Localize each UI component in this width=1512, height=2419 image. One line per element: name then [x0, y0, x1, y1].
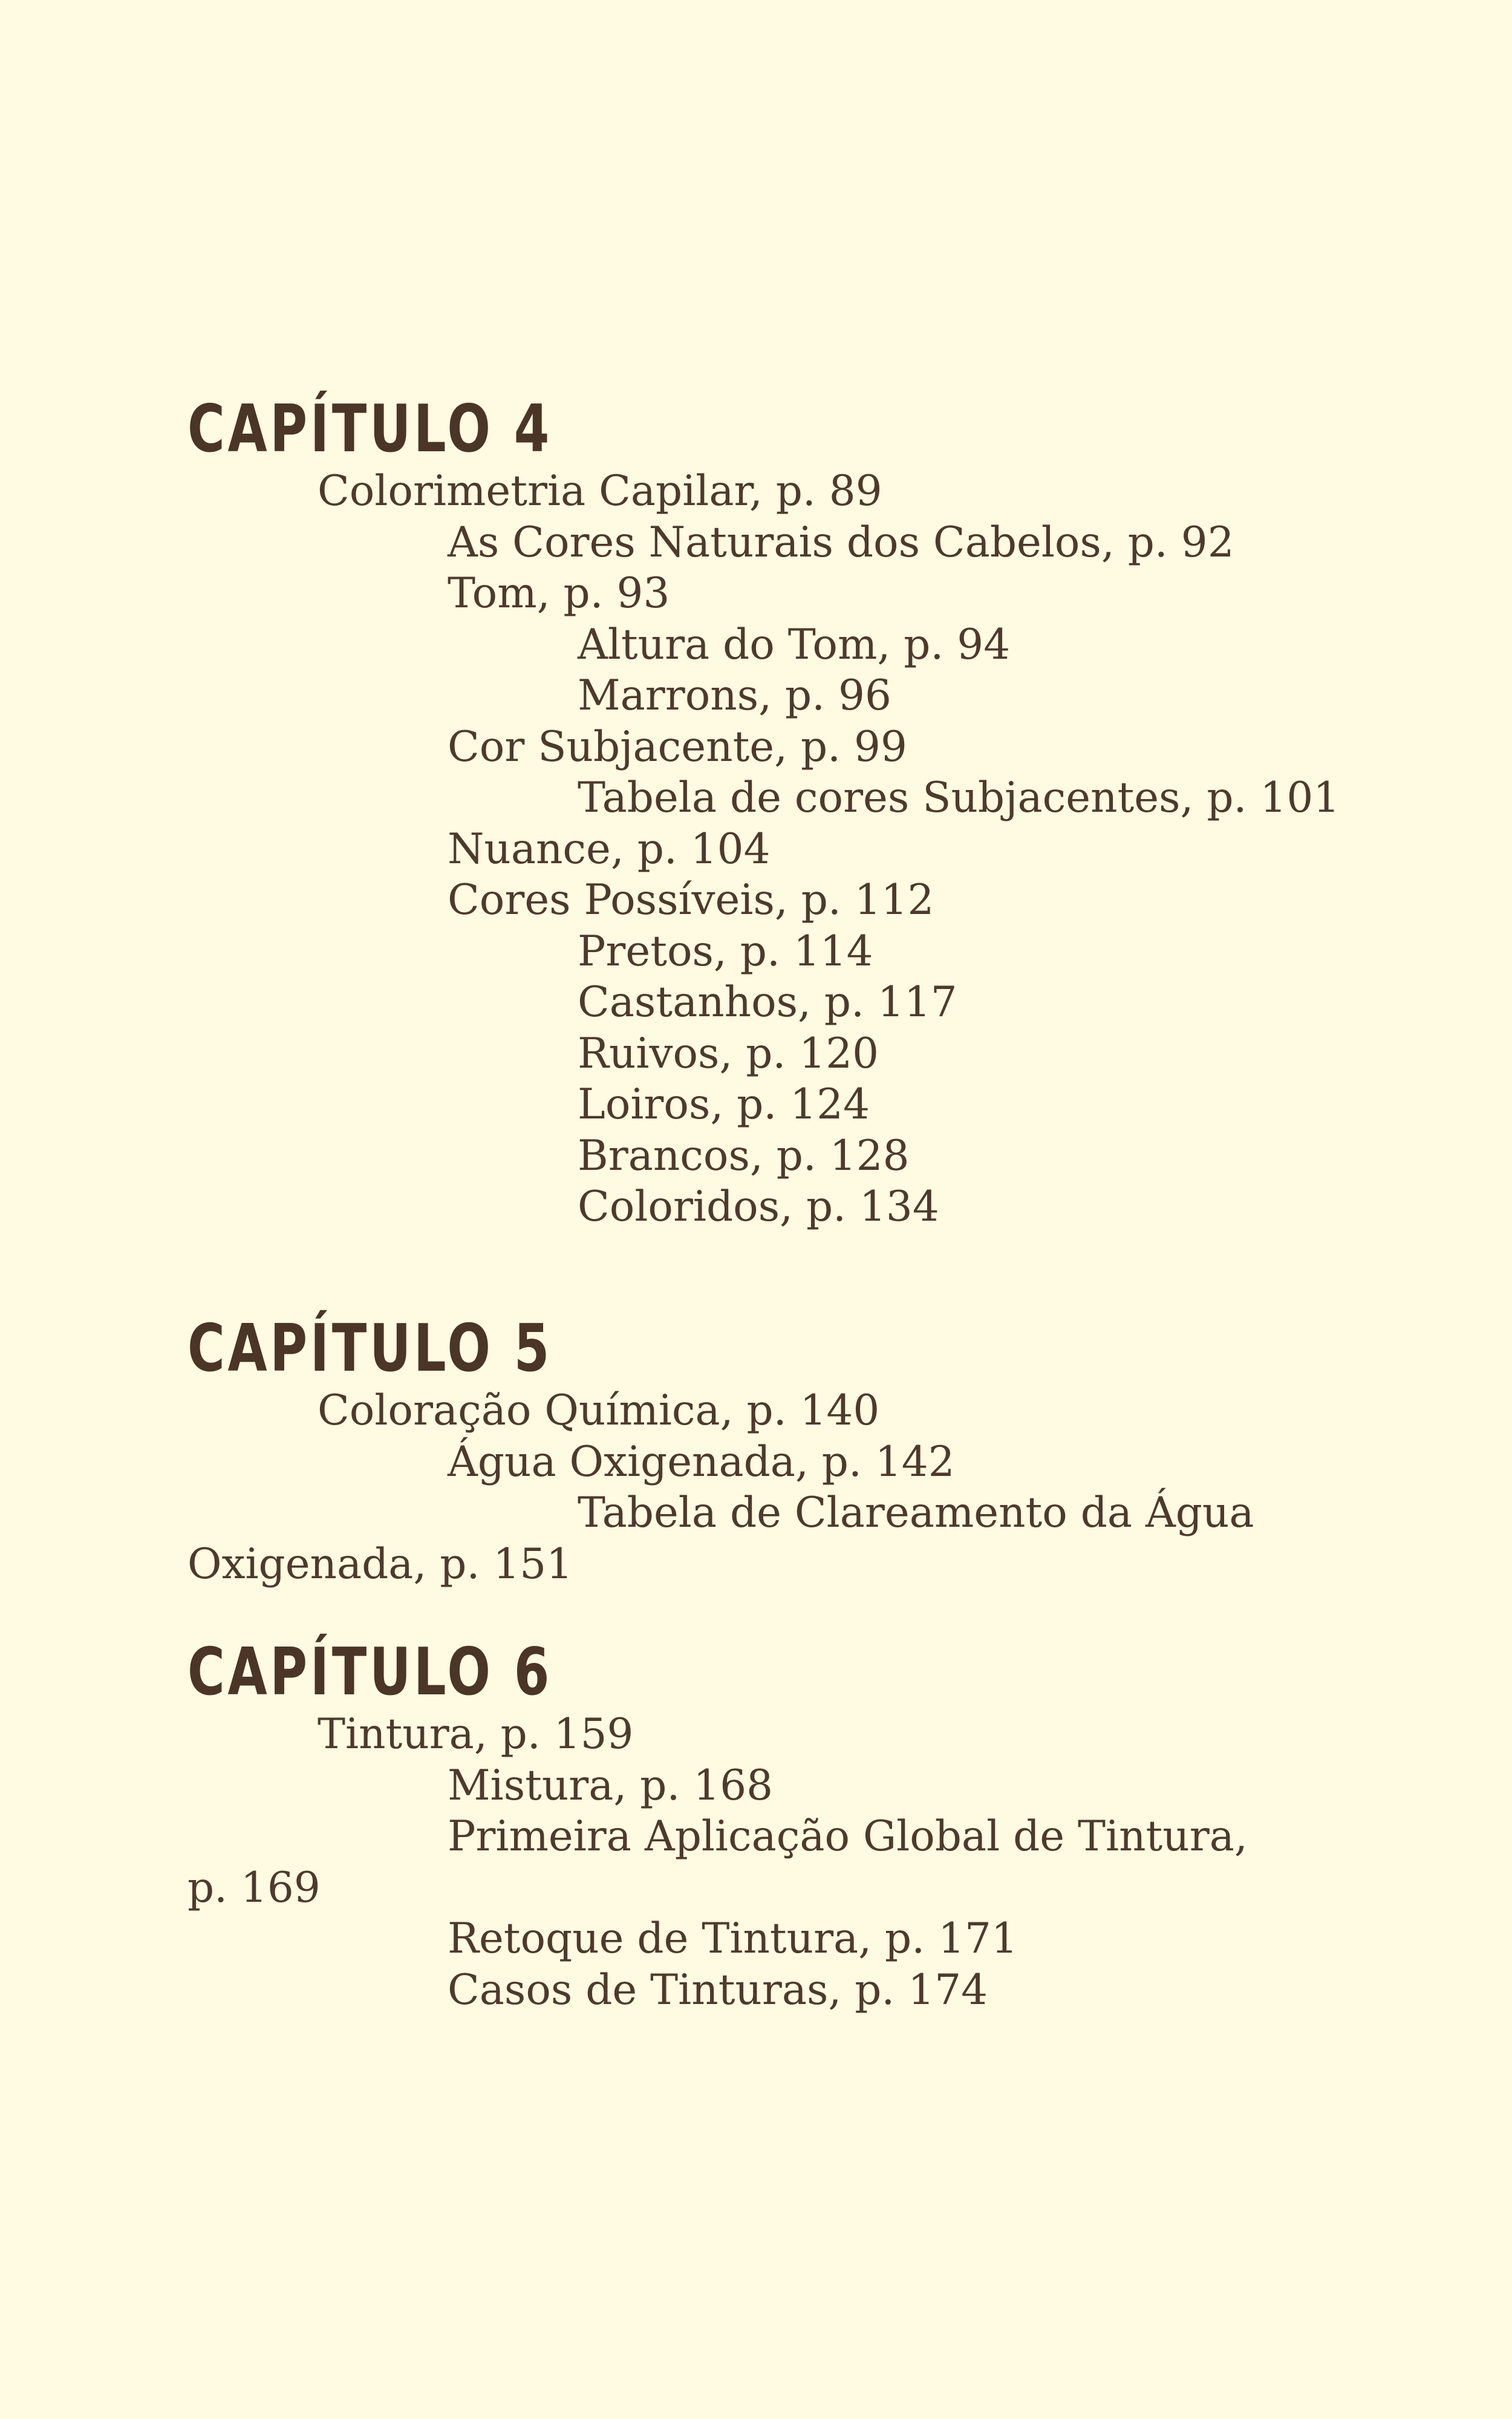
toc-entry: Cores Possíveis, p. 112 — [448, 876, 934, 924]
chapter-4-entries — [187, 466, 1397, 1233]
chapter-5-entries — [187, 1385, 1397, 1590]
toc-entry: Castanhos, p. 117 — [578, 978, 957, 1027]
chapter-4-section — [187, 393, 1397, 1233]
toc-entry: Tabela de Clareamento da Água — [578, 1489, 1254, 1537]
toc-entry: Mistura, p. 168 — [448, 1761, 774, 1810]
toc-entry: Altura do Tom, p. 94 — [578, 620, 1011, 669]
toc-entry: Loiros, p. 124 — [578, 1080, 870, 1129]
toc-entry-continuation: p. 169 — [187, 1863, 321, 1912]
toc-entry: Pretos, p. 114 — [578, 927, 873, 976]
toc-entry: Coloridos, p. 134 — [578, 1183, 939, 1231]
toc-entry-continuation: Oxigenada, p. 151 — [187, 1539, 573, 1588]
toc-entry: Colorimetria Capilar, p. 89 — [318, 467, 882, 515]
toc-entry: Ruivos, p. 120 — [578, 1029, 879, 1078]
toc-entry: Tom, p. 93 — [448, 569, 670, 618]
chapter-5-title: CAPÍTULO 5 — [187, 1311, 553, 1386]
toc-entry: Tintura, p. 159 — [318, 1710, 634, 1758]
toc-entry: Casos de Tinturas, p. 174 — [448, 1965, 988, 2014]
toc-entry: Tabela de cores Subjacentes, p. 101 — [578, 774, 1340, 822]
toc-entry: Marrons, p. 96 — [578, 671, 891, 720]
toc-entry: Retoque de Tintura, p. 171 — [448, 1915, 1018, 1963]
toc-entry: Brancos, p. 128 — [578, 1131, 910, 1180]
chapter-6-title: CAPÍTULO 6 — [187, 1634, 553, 1710]
chapter-4-title: CAPÍTULO 4 — [187, 391, 553, 467]
chapter-6-section — [187, 1636, 1397, 2016]
toc-entry: Cor Subjacente, p. 99 — [448, 722, 907, 771]
toc-entry: As Cores Naturais dos Cabelos, p. 92 — [448, 518, 1234, 567]
toc-entry: Nuance, p. 104 — [448, 824, 771, 873]
chapter-6-entries — [187, 1709, 1397, 2016]
toc-entry: Coloração Química, p. 140 — [318, 1386, 880, 1435]
toc-entry: Água Oxigenada, p. 142 — [448, 1437, 955, 1486]
toc-entry: Primeira Aplicação Global de Tintura, — [448, 1812, 1248, 1861]
chapter-5-section — [187, 1313, 1397, 1590]
